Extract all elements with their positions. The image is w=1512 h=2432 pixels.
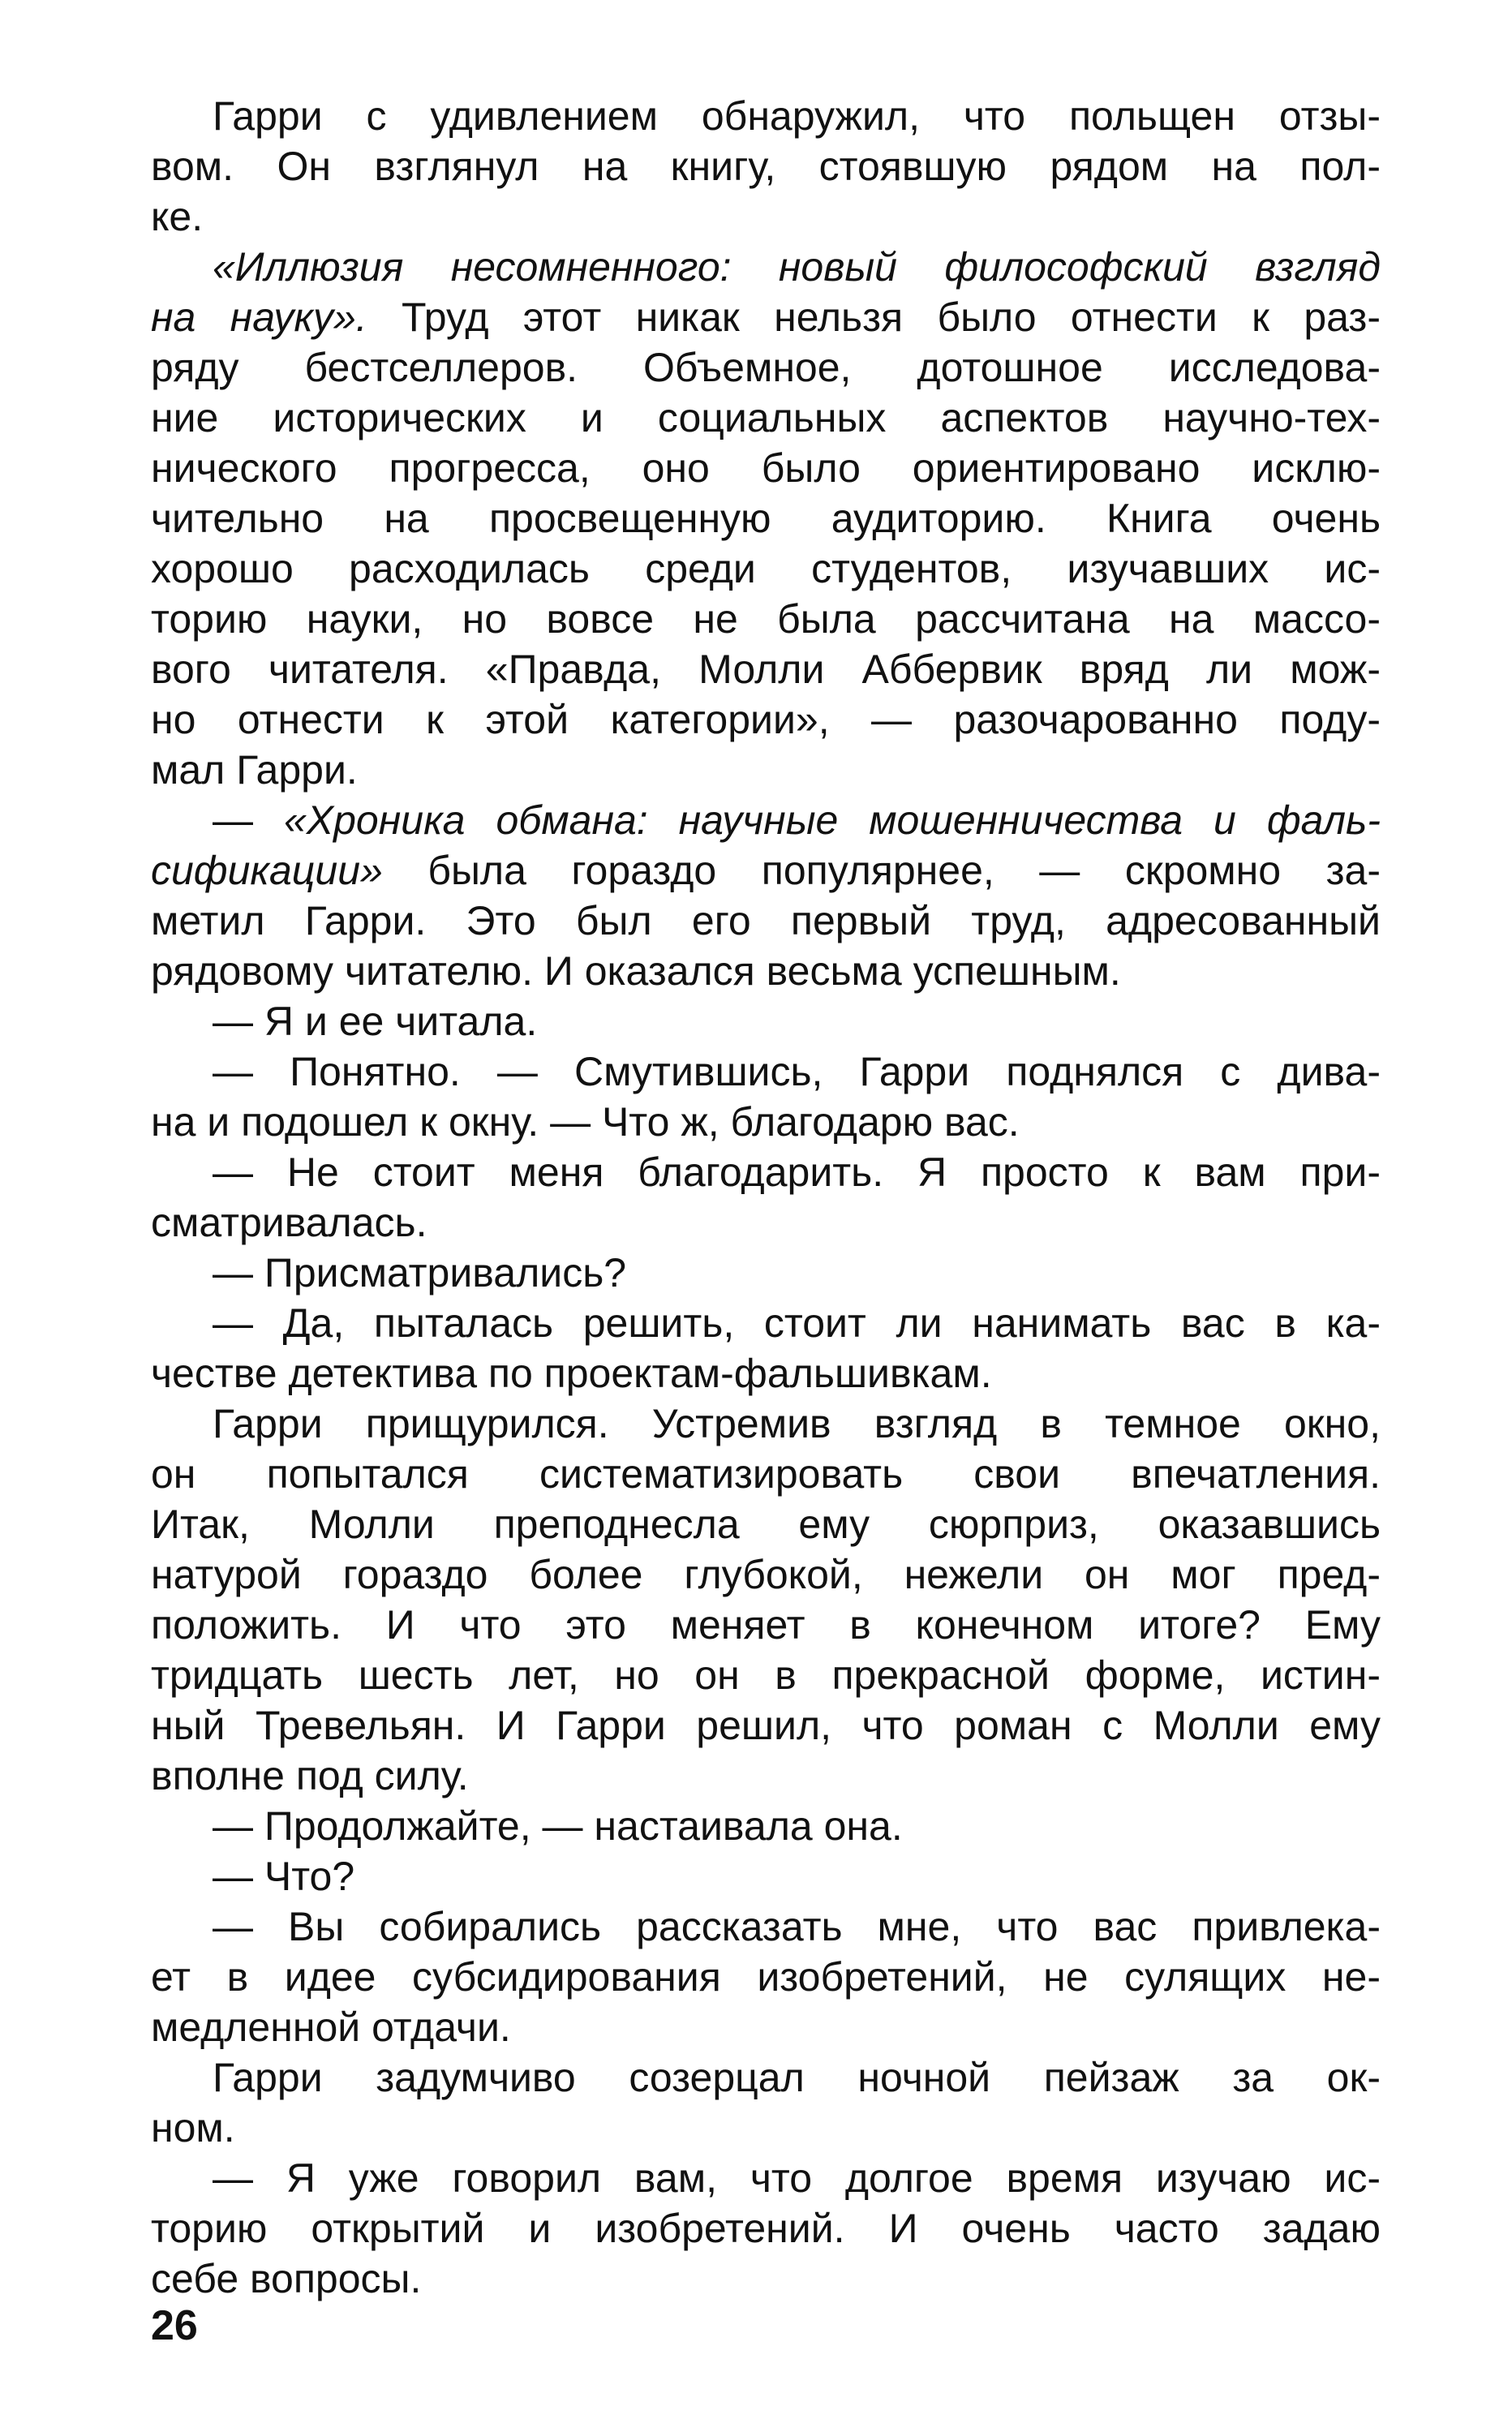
text-run: Труд этот никак нельзя было отнести к раз- bbox=[367, 294, 1381, 340]
text-line: — Я уже говорил вам, что долгое время изучаю ис- bbox=[213, 2155, 1381, 2201]
text-line: — Я и ее читала. bbox=[213, 999, 538, 1044]
text-line: он попытался систематизировать свои впечатления. bbox=[151, 1451, 1381, 1497]
text-line bbox=[151, 845, 1381, 896]
text-line: ном. bbox=[151, 2105, 235, 2151]
page-number: 26 bbox=[151, 2302, 198, 2349]
text-line: — Понятно. — Смутившись, Гарри поднялся с дива- bbox=[213, 1049, 1381, 1094]
text-line: сматривалась. bbox=[151, 1200, 427, 1245]
text-run: была гораздо популярнее, — скромно за- bbox=[382, 848, 1381, 893]
text-line: — Что? bbox=[213, 1854, 355, 1899]
text-line: медленной отдачи. bbox=[151, 2004, 511, 2050]
text-line: ный Тревельян. И Гарри решил, что роман с Молли ему bbox=[151, 1703, 1381, 1748]
text-line: рядовому читателю. И оказался весьма успешным. bbox=[151, 948, 1121, 994]
text-line: мал Гарри. bbox=[151, 747, 358, 793]
text-line: ет в идее субсидирования изобретений, не сулящих не- bbox=[151, 1954, 1381, 2000]
text-line: метил Гарри. Это был его первый труд, адресованный bbox=[151, 898, 1381, 943]
text-line: — Вы собирались рассказать мне, что вас привлека- bbox=[213, 1904, 1381, 1949]
text-line: Гарри прищурился. Устремив взгляд в темное окно, bbox=[213, 1401, 1381, 1446]
text-line: ние исторических и социальных аспектов научно-тех- bbox=[151, 395, 1381, 440]
text-line: тридцать шесть лет, но он в прекрасной форме, истин- bbox=[151, 1652, 1381, 1698]
text-line: вом. Он взглянул на книгу, стоявшую рядом на пол- bbox=[151, 144, 1381, 189]
text-line: Гарри задумчиво созерцал ночной пейзаж за ок- bbox=[213, 2055, 1381, 2100]
text-line bbox=[151, 292, 1381, 342]
text-line: торию открытий и изобретений. И очень часто задаю bbox=[151, 2206, 1381, 2251]
text-line: ряду бестселлеров. Объемное, дотошное исследова- bbox=[151, 345, 1381, 390]
body-text bbox=[151, 91, 1381, 2304]
text-line: себе вопросы. bbox=[151, 2256, 422, 2301]
text-run: — bbox=[213, 797, 284, 843]
italic-book-title: сификации» bbox=[151, 848, 383, 893]
text-line: честве детектива по проектам-фальшивкам. bbox=[151, 1351, 992, 1396]
text-line: но отнести к этой категории», — разочарованно поду- bbox=[151, 697, 1381, 742]
italic-book-title: «Хроника обмана: научные мошенничества и фаль- bbox=[283, 797, 1381, 843]
text-line: торию науки, но вовсе не была рассчитана на массо- bbox=[151, 596, 1381, 642]
text-line: положить. И что это меняет в конечном итоге? Ему bbox=[151, 1602, 1381, 1648]
text-line: — Не стоит меня благодарить. Я просто к вам при- bbox=[213, 1149, 1381, 1195]
text-line: натурой гораздо более глубокой, нежели он мог пред- bbox=[151, 1552, 1381, 1597]
text-line: нического прогресса, оно было ориентировано исклю- bbox=[151, 445, 1381, 491]
text-line bbox=[151, 242, 1381, 292]
text-line: Итак, Молли преподнесла ему сюрприз, оказавшись bbox=[151, 1502, 1381, 1547]
text-line: Гарри с удивлением обнаружил, что польщен отзы- bbox=[213, 93, 1381, 139]
text-line: вого читателя. «Правда, Молли Аббервик вряд ли мож- bbox=[151, 647, 1381, 692]
text-line: ке. bbox=[151, 194, 204, 239]
text-line: — Продолжайте, — настаивала она. bbox=[213, 1803, 903, 1849]
text-line: — Да, пыталась решить, стоит ли нанимать вас в ка- bbox=[213, 1300, 1381, 1346]
text-line: на и подошел к окну. — Что ж, благодарю вас. bbox=[151, 1099, 1020, 1145]
text-line: чительно на просвещенную аудиторию. Книга очень bbox=[151, 496, 1381, 541]
text-line: вполне под силу. bbox=[151, 1753, 469, 1798]
italic-book-title: «Иллюзия несомненного: новый философский взгляд bbox=[213, 244, 1381, 290]
text-line: — Присматривались? bbox=[213, 1250, 627, 1295]
text-line: хорошо расходилась среди студентов, изучавших ис- bbox=[151, 546, 1381, 591]
italic-book-title: на науку». bbox=[151, 294, 367, 340]
text-line bbox=[151, 795, 1381, 845]
